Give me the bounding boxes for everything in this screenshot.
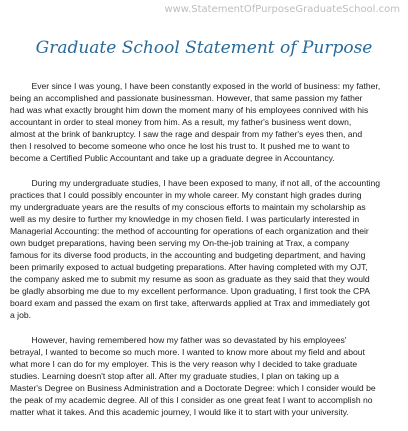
text-line: famous for its diverse food products, in the accounting and budgeting department, and having — [10, 250, 366, 260]
text-line: board exam and passed the exam on first take, afterwards applied at Trax and immediately got — [10, 298, 370, 308]
text-line: well as my desire to further my knowledge in my chosen field. I was particularly interested in — [10, 214, 360, 224]
text-line: my undergraduate years are the results of my conscious efforts to maintain my scholarship as — [10, 202, 366, 212]
text-line: accountant in order to steal money from him. As a result, my father's business went down, — [10, 117, 352, 127]
paragraph-2 — [10, 177, 400, 321]
text-line: the peak of my academic degree. All of this I consider as one great feat I want to accomplish no — [10, 395, 373, 405]
text-line: Master's Degree on Business Administration and a Doctorate Degree: which I consider would be — [10, 383, 376, 393]
watermark-url: www.StatementOfPurposeGraduateSchool.com — [164, 4, 400, 15]
page-title: Graduate School Statement of Purpose — [35, 38, 373, 58]
text-line: become a Certified Public Accountant and take up a graduate degree in Accountancy. — [10, 153, 335, 163]
text-line: practices that I could possibly encounter in my whole career. My constant high grades during — [10, 190, 362, 200]
text-line: a job. — [10, 310, 32, 320]
text-line: Ever since I was young, I have been constantly exposed in the world of business: my father, — [10, 81, 381, 91]
paragraph-1 — [10, 80, 400, 164]
text-line: the company asked me to submit my resume as soon as graduate as they said that they would — [10, 274, 370, 284]
text-line: be gladly absorbing me due to my excellent performance. Upon graduating, I first took the CPA — [10, 286, 371, 296]
text-line: what more I can do for my employer. This is the very reason why I decided to take graduate — [10, 359, 358, 369]
text-line: almost at the brink of bankruptcy. I saw the rage and despair from my father's eyes then, and — [10, 129, 363, 139]
text-line: studies. Learning doesn't stop after all. After my graduate studies, I plan on taking up a — [10, 371, 339, 381]
paragraph-3 — [10, 334, 400, 418]
text-line: Managerial Accounting: the method of accounting for operations of each organization and their — [10, 226, 369, 236]
text-line: being an accomplished and passionate businessman. However, that same passion my father — [10, 93, 363, 103]
text-line: matter what it takes. And this academic journey, I would like it to start with your university. — [10, 407, 349, 417]
text-line: then I resolved to become someone who once he lost his trust to. It pushed me to want to — [10, 141, 350, 151]
text-line: betrayal, I wanted to become so much more. I wanted to know more about my field and about — [10, 347, 365, 357]
text-line: However, having remembered how my father was so devastated by his employees' — [10, 335, 347, 345]
text-line: been primarily exposed to actual budgeting preparations. After having completed with my OJT, — [10, 262, 368, 272]
text-line: During my undergraduate studies, I have been exposed to many, if not all, of the accounting — [10, 178, 381, 188]
document-body — [10, 80, 400, 431]
text-line: had was what exactly brought him down the moment many of his employees connived with his — [10, 105, 369, 115]
text-line: own budget preparations, having been serving my On-the-job training at Trax, a company — [10, 238, 350, 248]
